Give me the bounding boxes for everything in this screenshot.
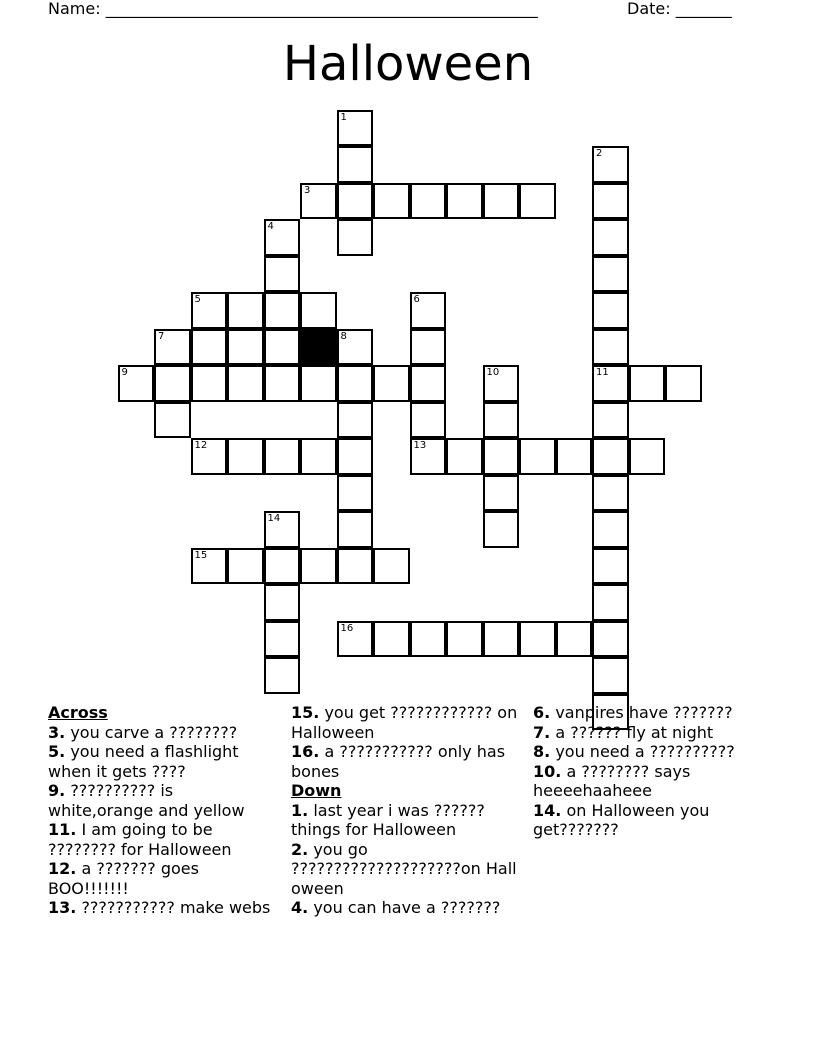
clue-across-11: 11. I am going to be ???????? for Halloween — [48, 820, 232, 859]
grid-cell[interactable] — [592, 365, 629, 402]
grid-cell[interactable] — [227, 329, 264, 366]
clue-across-5: 5. you need a flashlight when it gets ???? — [48, 742, 239, 781]
grid-cell[interactable] — [373, 621, 410, 658]
grid-cell[interactable] — [373, 183, 410, 220]
grid-cell[interactable] — [154, 329, 191, 366]
clue-number: 5 — [194, 294, 201, 305]
grid-cell[interactable] — [264, 292, 301, 329]
clue-number: 14 — [267, 513, 281, 524]
grid-cell[interactable] — [337, 548, 374, 585]
grid-cell[interactable] — [410, 438, 447, 475]
grid-cell[interactable] — [337, 219, 374, 256]
clue-number: 4 — [267, 221, 274, 232]
grid-cell[interactable] — [191, 548, 228, 585]
clue-number: 15 — [194, 549, 208, 561]
clue-down-2: 2. you go ????????????????????on Halloween — [291, 839, 517, 898]
clue-number: 9 — [121, 367, 128, 378]
grid-cell[interactable] — [337, 511, 374, 548]
grid-cell[interactable] — [373, 548, 410, 585]
grid-cell[interactable] — [154, 365, 191, 402]
grid-cell[interactable] — [592, 256, 629, 293]
clue-across-12: 12. a ??????? goes BOO!!!!!!! — [48, 859, 199, 898]
clue-across-15: 15. you get ???????????? on Halloween — [291, 703, 518, 742]
grid-cell[interactable] — [592, 657, 629, 694]
grid-cell[interactable] — [665, 365, 702, 402]
grid-cell[interactable] — [191, 292, 228, 329]
grid-cell[interactable] — [300, 365, 337, 402]
grid-cell[interactable] — [227, 292, 264, 329]
clue-down-14: 14. on Halloween you get??????? — [533, 800, 710, 839]
grid-cell[interactable] — [446, 183, 483, 220]
name-line: ______________________________________________________ — [105, 0, 538, 18]
grid-cell[interactable] — [264, 329, 301, 366]
grid-cell[interactable] — [337, 329, 374, 366]
grid-cell[interactable] — [264, 584, 301, 621]
grid-cell[interactable] — [191, 438, 228, 475]
clue-number: 1 — [340, 111, 347, 123]
clue-number: 3 — [304, 184, 311, 196]
grid-cell[interactable] — [337, 621, 374, 658]
clue-down-4: 4. you can have a ??????? — [291, 898, 501, 917]
grid-cell[interactable] — [556, 621, 593, 658]
clue-down-10: 10. a ???????? says heeeehaaheee — [533, 761, 691, 800]
clue-number: 10 — [486, 367, 500, 378]
grid-cell[interactable] — [264, 219, 301, 256]
grid-cell[interactable] — [154, 402, 191, 439]
grid-cell[interactable] — [483, 511, 520, 548]
clue-number: 11 — [596, 367, 609, 378]
grid-cell[interactable] — [629, 365, 666, 402]
grid-cell[interactable] — [264, 511, 301, 548]
clue-number: 13 — [413, 440, 427, 451]
clue-down-1: 1. last year i was ?????? things for Halloween — [291, 800, 485, 839]
grid-cell[interactable] — [337, 146, 374, 183]
clues-column-2 — [291, 703, 521, 918]
grid-cell[interactable] — [629, 438, 666, 475]
grid-cell[interactable] — [191, 329, 228, 366]
grid-cell[interactable] — [592, 438, 629, 475]
grid-cell[interactable] — [373, 365, 410, 402]
grid-cell[interactable] — [446, 621, 483, 658]
grid-cell[interactable] — [483, 402, 520, 439]
grid-cell[interactable] — [264, 365, 301, 402]
grid-cell[interactable] — [337, 110, 374, 147]
grid-cell[interactable] — [410, 183, 447, 220]
date-line: _______ — [675, 0, 732, 18]
grid-cell[interactable] — [227, 438, 264, 475]
grid-cell[interactable] — [227, 365, 264, 402]
grid-cell[interactable] — [118, 365, 155, 402]
grid-cell[interactable] — [592, 292, 629, 329]
clue-across-13: 13. ??????????? make webs — [48, 898, 271, 917]
grid-cell[interactable] — [592, 584, 629, 621]
grid-cell[interactable] — [337, 365, 374, 402]
clue-number: 12 — [194, 440, 208, 451]
clue-number: 8 — [340, 330, 347, 342]
grid-cell[interactable] — [264, 657, 301, 694]
grid-cell[interactable] — [410, 365, 447, 402]
grid-cell[interactable] — [483, 475, 520, 512]
grid-cell[interactable] — [483, 365, 520, 402]
clue-number: 16 — [340, 622, 354, 634]
clue-number: 7 — [158, 330, 165, 342]
clue-number: 6 — [413, 294, 420, 305]
grid-cell[interactable] — [300, 548, 337, 585]
grid-cell[interactable] — [264, 256, 301, 293]
grid-cell[interactable] — [227, 548, 264, 585]
grid-black-square — [300, 329, 337, 366]
grid-cell[interactable] — [264, 438, 301, 475]
clue-across-16: 16. a ??????????? only has bones — [291, 742, 506, 781]
grid-cell[interactable] — [483, 438, 520, 475]
grid-cell[interactable] — [264, 621, 301, 658]
name-label: Name: — [48, 0, 101, 18]
clues-column-1 — [48, 703, 276, 918]
across-heading: Across — [48, 703, 108, 722]
grid-cell[interactable] — [556, 438, 593, 475]
grid-cell[interactable] — [592, 183, 629, 220]
grid-cell[interactable] — [592, 146, 629, 183]
date-label: Date: — [627, 0, 671, 18]
grid-cell[interactable] — [592, 402, 629, 439]
grid-cell[interactable] — [592, 475, 629, 512]
grid-cell[interactable] — [410, 329, 447, 366]
grid-cell[interactable] — [519, 621, 556, 658]
grid-cell[interactable] — [264, 548, 301, 585]
grid-cell[interactable] — [410, 621, 447, 658]
grid-cell[interactable] — [592, 511, 629, 548]
down-heading: Down — [291, 781, 342, 800]
grid-cell[interactable] — [337, 402, 374, 439]
clue-across-3: 3. you carve a ???????? — [48, 722, 238, 742]
grid-cell[interactable] — [592, 329, 629, 366]
grid-cell[interactable] — [592, 219, 629, 256]
grid-cell[interactable] — [191, 365, 228, 402]
page-title: Halloween — [282, 36, 534, 92]
grid-cell[interactable] — [592, 621, 629, 658]
clue-across-9: 9. ?????????? is white,orange and yellow — [48, 781, 245, 820]
grid-cell[interactable] — [483, 621, 520, 658]
grid-cell[interactable] — [519, 438, 556, 475]
grid-cell[interactable] — [592, 548, 629, 585]
grid-cell[interactable] — [300, 438, 337, 475]
grid-cell[interactable] — [446, 438, 483, 475]
grid-cell[interactable] — [300, 292, 337, 329]
clue-down-6: 6. vanpires have ??????? — [533, 703, 733, 722]
grid-cell[interactable] — [410, 292, 447, 329]
grid-cell[interactable] — [337, 438, 374, 475]
clue-down-7: 7. a ?????? fly at night — [533, 722, 714, 742]
grid-cell[interactable] — [410, 402, 447, 439]
grid-cell[interactable] — [337, 475, 374, 512]
clue-down-8: 8. you need a ?????????? — [533, 742, 735, 761]
grid-cell[interactable] — [519, 183, 556, 220]
clue-number: 2 — [596, 148, 603, 159]
grid-cell[interactable] — [483, 183, 520, 220]
grid-cell[interactable] — [300, 183, 337, 220]
clues-column-3 — [533, 703, 753, 840]
grid-cell[interactable] — [337, 183, 374, 220]
